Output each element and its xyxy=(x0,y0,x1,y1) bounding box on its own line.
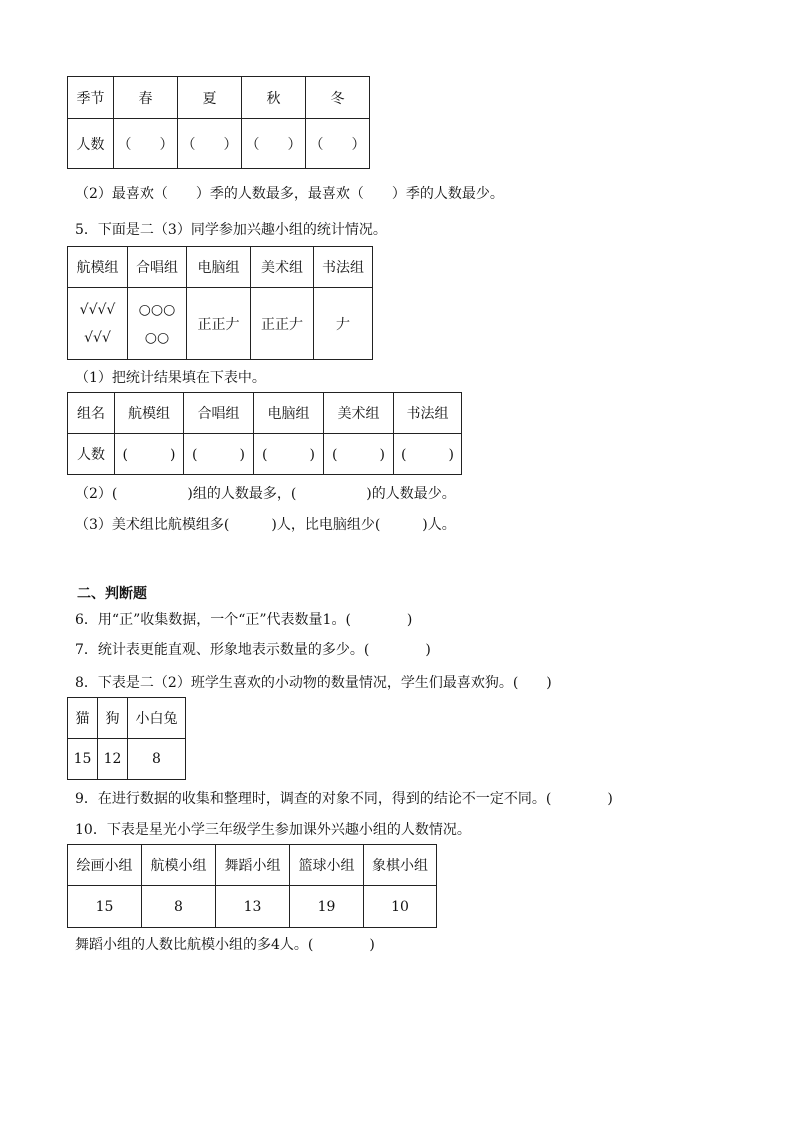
question-8: 8．下表是二（2）班学生喜欢的小动物的数量情况，学生们最喜欢狗。( ) xyxy=(75,675,552,691)
result-header-cell: 组名 xyxy=(68,393,115,434)
group-header-cell: 象棋小组 xyxy=(364,845,437,886)
question-6: 6．用“正”收集数据，一个“正”代表数量1。( ) xyxy=(75,612,413,628)
group-header-cell: 航模小组 xyxy=(142,845,216,886)
animal-count-cell: 8 xyxy=(128,739,186,780)
group-count-cell: 13 xyxy=(216,886,290,928)
animal-header-cell: 小白兔 xyxy=(128,698,186,739)
tally-cell-diannao: 正正𠂇 xyxy=(187,288,251,360)
season-header-cell: 夏 xyxy=(178,77,242,119)
tally-cell-meishu: 正正𠂇 xyxy=(251,288,314,360)
season-row-label: 人数 xyxy=(68,119,114,169)
question-5-3: （3）美术组比航模组多( )人，比电脑组少( )人。 xyxy=(75,517,456,533)
tally-header-cell: 书法组 xyxy=(314,247,373,288)
season-table xyxy=(67,76,370,169)
group-header-cell: 舞蹈小组 xyxy=(216,845,290,886)
tally-marks: ○○○ xyxy=(138,301,176,318)
result-answer-cell[interactable]: ( ) xyxy=(254,434,324,475)
result-header-cell: 书法组 xyxy=(394,393,462,434)
season-answer-cell[interactable]: （ ） xyxy=(178,119,242,169)
interest-tally-table xyxy=(67,246,373,360)
question-10-statement: 舞蹈小组的人数比航模小组的多4人。( ) xyxy=(75,937,375,953)
tally-header-cell: 电脑组 xyxy=(187,247,251,288)
tally-marks: √√√ xyxy=(84,329,111,346)
tally-header-cell: 美术组 xyxy=(251,247,314,288)
result-answer-cell[interactable]: ( ) xyxy=(184,434,254,475)
result-header-cell: 美术组 xyxy=(324,393,394,434)
group-table xyxy=(67,844,437,928)
result-answer-cell[interactable]: ( ) xyxy=(394,434,462,475)
question-9: 9．在进行数据的收集和整理时，调查的对象不同，得到的结论不一定不同。( ) xyxy=(75,791,613,807)
group-count-cell: 15 xyxy=(68,886,142,928)
season-header-cell: 冬 xyxy=(306,77,370,119)
section-2-title: 二、判断题 xyxy=(77,586,147,602)
group-count-cell: 10 xyxy=(364,886,437,928)
group-header-cell: 绘画小组 xyxy=(68,845,142,886)
question-5-1: （1）把统计结果填在下表中。 xyxy=(75,370,266,386)
result-header-cell: 航模组 xyxy=(115,393,184,434)
question-10: 10．下表是星光小学三年级学生参加课外兴趣小组的人数情况。 xyxy=(75,822,471,838)
animal-header-cell: 猫 xyxy=(68,698,98,739)
result-table xyxy=(67,392,462,475)
question-5-2: （2）( )组的人数最多，( )的人数最少。 xyxy=(75,486,456,502)
question-4-2: （2）最喜欢（ ）季的人数最多，最喜欢（ ）季的人数最少。 xyxy=(75,186,504,202)
tally-header-cell: 航模组 xyxy=(68,247,128,288)
season-answer-cell[interactable]: （ ） xyxy=(306,119,370,169)
tally-cell-shufa: 𠂇 xyxy=(314,288,373,360)
tally-marks: √√√√ xyxy=(79,301,116,318)
animal-header-cell: 狗 xyxy=(98,698,128,739)
question-5-title: 5．下面是二（3）同学参加兴趣小组的统计情况。 xyxy=(75,222,387,238)
result-answer-cell[interactable]: ( ) xyxy=(115,434,184,475)
tally-header-cell: 合唱组 xyxy=(128,247,187,288)
season-header-cell: 季节 xyxy=(68,77,114,119)
animal-table xyxy=(67,697,186,780)
tally-cell-hechang xyxy=(128,288,187,360)
season-header-cell: 春 xyxy=(114,77,178,119)
season-answer-cell[interactable]: （ ） xyxy=(242,119,306,169)
group-header-cell: 篮球小组 xyxy=(290,845,364,886)
result-answer-cell[interactable]: ( ) xyxy=(324,434,394,475)
result-row-label: 人数 xyxy=(68,434,115,475)
question-7: 7．统计表更能直观、形象地表示数量的多少。( ) xyxy=(75,642,431,658)
tally-cell-hangmo xyxy=(68,288,128,360)
tally-marks: ○○ xyxy=(144,329,170,346)
animal-count-cell: 12 xyxy=(98,739,128,780)
season-header-cell: 秋 xyxy=(242,77,306,119)
group-count-cell: 8 xyxy=(142,886,216,928)
result-header-cell: 合唱组 xyxy=(184,393,254,434)
group-count-cell: 19 xyxy=(290,886,364,928)
season-answer-cell[interactable]: （ ） xyxy=(114,119,178,169)
animal-count-cell: 15 xyxy=(68,739,98,780)
result-header-cell: 电脑组 xyxy=(254,393,324,434)
